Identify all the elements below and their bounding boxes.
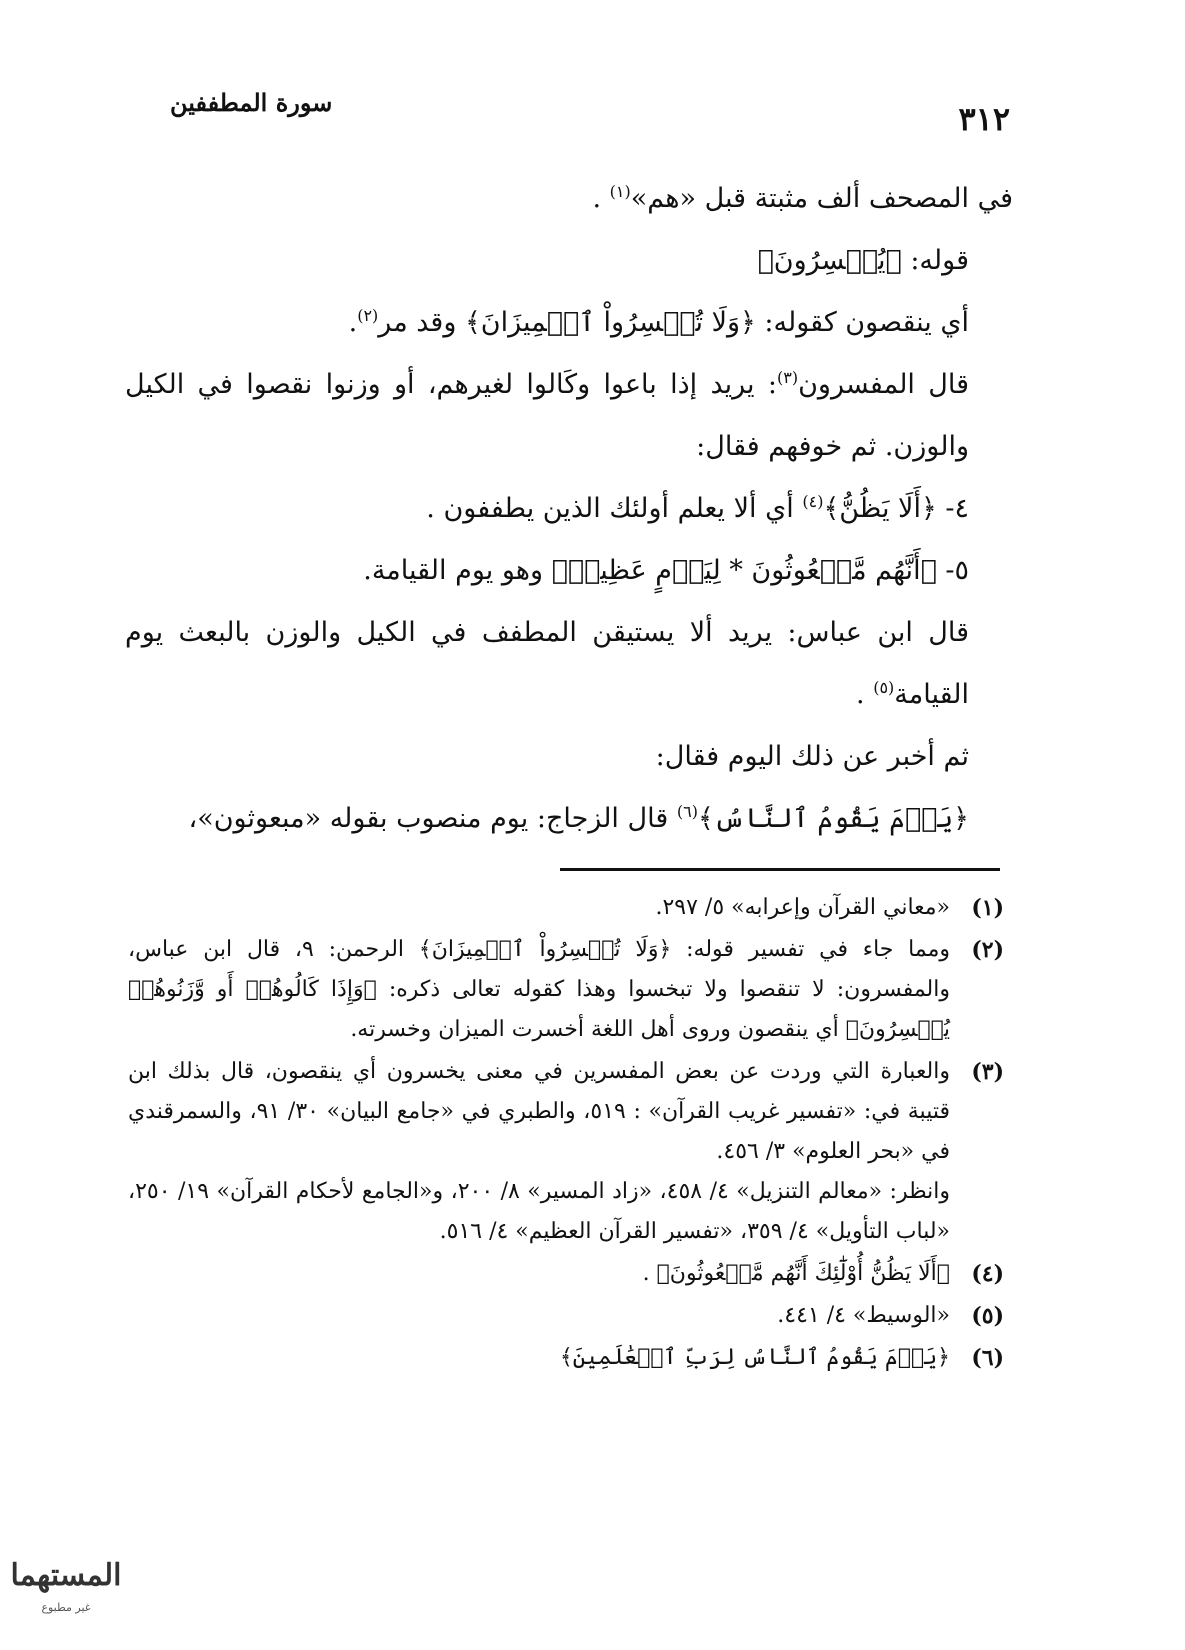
footnote-text: ومما جاء في تفسير قوله: ﴿وَلَا تُخۡسِرُواْ ٱلۡمِيزَانَ﴾ الرحمن: ٩، قال ابن عباس، والمفسرون: لا تنقصوا ولا تبخسوا وهذا كقوله تعالى ذكره: ﴿وَإِذَا كَالُوهُمۡ أَو وَّزَنُوهُمۡ يُخۡسِرُونَ﴾ أي ينقصون وروى أهل اللغة أخسرت الميزان وخسرته. — [128, 937, 950, 1042]
footnote-number: (٦) — [971, 1345, 1004, 1371]
footnote-number: (٤) — [971, 1261, 1004, 1287]
paragraph: أي ينقصون كقوله: ﴿وَلَا تُخۡسِرُواْ ٱلۡمِيزَانَ﴾ وقد مر$^{(٢)}$. — [348, 306, 969, 338]
footnote-text: ﴿أَلَا يَظُنُّ أُوْلَٰٓئِكَ أَنَّهُم مَّبۡعُوثُونَ﴾ . — [642, 1261, 950, 1286]
verse-line: ٤- ﴿أَلَا يَظُنُّ﴾$^{(٤)}$ أي ألا يعلم أولئك الذين يطففون . — [426, 492, 969, 524]
paragraph: قال ابن عباس: يريد ألا يستيقن المطفف في الكيل والوزن بالبعث يوم القيامة$^{(٥)}$ . — [125, 617, 969, 710]
verse-line: ٥- ﴿أَنَّهُم مَّبۡعُوثُونَ * لِيَوۡمٍ عَظِيمٖ﴾ وهو يوم القيامة. — [363, 555, 969, 586]
paragraph: ﴿يَوۡمَ يَقُومُ ٱلنَّاسُ﴾$^{(٦)}$ قال الزجاج: يوم منصوب بقوله «مبعوثون»، — [188, 802, 969, 834]
footnote-text: ﴿يَوۡمَ يَقُومُ ٱلنَّاسُ لِرَبِّ ٱلۡعَٰلَمِينَ﴾ — [559, 1345, 950, 1370]
footnote-separator — [560, 868, 1000, 871]
paragraph: قال المفسرون$^{(٣)}$: يريد إذا باعوا وكَالوا لغيرهم، أو وزنوا نقصوا في الكيل والوزن. ثم خوفهم فقال: — [125, 368, 969, 462]
watermark-logo — [6, 1545, 126, 1625]
page-header — [170, 88, 1010, 148]
watermark-subtext: غير مطبوع — [41, 1601, 91, 1614]
footnote-text: «معاني القرآن وإعرابه» ٥/ ٢٩٧. — [655, 895, 950, 920]
footnote-ref: (٥) — [873, 678, 895, 697]
footnote-ref: (٣) — [776, 368, 799, 387]
page-number: ٣١٢ — [958, 100, 1010, 138]
footnote-number: (٢) — [971, 937, 1004, 963]
footnote-ref: (١) — [609, 182, 631, 201]
footnote-number: (١) — [971, 895, 1004, 921]
main-text — [125, 168, 1013, 850]
footnote-number: (٣) — [971, 1059, 1004, 1085]
footnote — [128, 1254, 1004, 1294]
paragraph: قوله: ﴿يُخۡسِرُونَ﴾ — [757, 245, 969, 276]
footnote — [128, 1338, 1004, 1378]
watermark-text: المستهما — [10, 1558, 122, 1593]
footnote-text: «الوسيط» ٤/ ٤٤١. — [777, 1303, 950, 1328]
footnote-number: (٥) — [971, 1303, 1004, 1329]
footnote — [128, 888, 1004, 928]
paragraph: ثم أخبر عن ذلك اليوم فقال: — [655, 741, 969, 772]
footnote — [128, 1052, 1004, 1252]
footnote-ref: (٦) — [676, 802, 698, 821]
footnote-ref: (٢) — [357, 306, 379, 325]
footnote-text: وانظر: «معالم التنزيل» ٤/ ٤٥٨، «زاد المسير» ٨/ ٢٠٠، و«الجامع لأحكام القرآن» ١٩/ ٢٥٠، «لباب التأويل» ٤/ ٣٥٩، «تفسير القرآن العظيم» ٤/ ٥١٦. — [128, 1179, 950, 1244]
footnote-text: والعبارة التي وردت عن بعض المفسرين في معنى يخسرون أي ينقصون، قال بذلك ابن قتيبة في: «تفسير غريب القرآن» : ٥١٩، والطبري في «جامع البيان» ٣٠/ ٩١، والسمرقندي في «بحر العلوم» ٣/ ٤٥٦. — [128, 1059, 950, 1164]
paragraph: في المصحف ألف مثبتة قبل «هم»$^{(١)}$ . — [592, 182, 1013, 214]
footnotes — [128, 888, 1004, 1380]
footnote-ref: (٤) — [802, 492, 824, 511]
surah-title: سورة المطففين — [170, 88, 333, 117]
footnote — [128, 930, 1004, 1050]
footnote — [128, 1296, 1004, 1336]
